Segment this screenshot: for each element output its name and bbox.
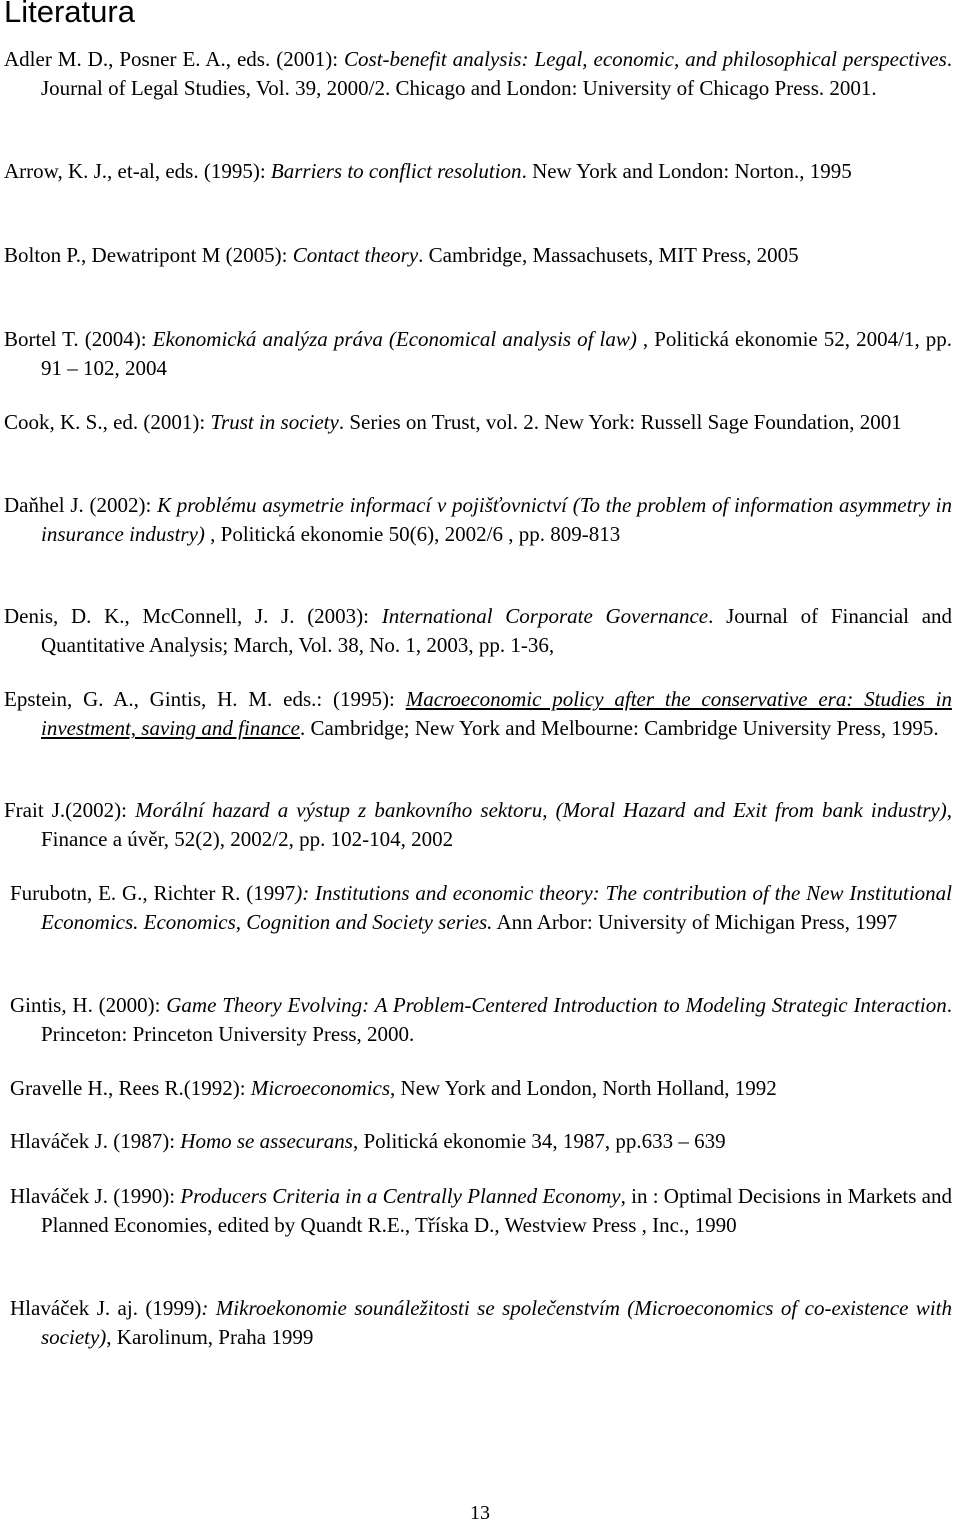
reference-details: . Cambridge; New York and Melbourne: Cambridge University Press, 1995.: [299, 716, 939, 740]
page-number: 13: [470, 1502, 490, 1524]
reference-details: , Politická ekonomie 52, 2004/1, pp. 91 – 102, 2004: [41, 327, 953, 380]
reference-details: Finance a úvěr, 52(2), 2002/2, pp. 102-104, 2002: [41, 827, 454, 851]
reference-entry: [4, 602, 952, 660]
reference-authors: Hlaváček J. aj. (1999): [10, 1296, 202, 1320]
reference-entry: [10, 1182, 952, 1240]
reference-title: Ekonomická analýza práva (Economical analysis of law): [152, 327, 637, 351]
reference-authors: Furubotn, E. G., Richter R. (1997: [10, 881, 296, 905]
reference-details: . Cambridge, Massachusets, MIT Press, 2005: [418, 243, 799, 267]
reference-entry: [10, 1074, 952, 1103]
reference-title: Cost-benefit analysis: Legal, economic, and philosophical perspectives: [344, 47, 947, 71]
reference-authors: Cook, K. S., ed. (2001):: [4, 410, 211, 434]
reference-authors: Adler M. D., Posner E. A., eds. (2001):: [4, 47, 345, 71]
reference-entry: [4, 796, 952, 854]
reference-details: , Politická ekonomie 34, 1987, pp.633 – 639: [352, 1129, 726, 1153]
reference-authors: Frait J.(2002):: [4, 798, 136, 822]
reference-entry: [4, 325, 952, 383]
reference-title: Homo se assecurans: [180, 1129, 353, 1153]
reference-title: Barriers to conflict resolution: [270, 159, 522, 183]
reference-details: , Politická ekonomie 50(6), 2002/6 , pp. 809-813: [204, 522, 621, 546]
reference-details: . New York and London: Norton., 1995: [521, 159, 852, 183]
reference-entry: [10, 991, 952, 1049]
reference-entry: [10, 1294, 952, 1352]
reference-title: K problému asymetrie informací v pojišťovnictví (To the problem of information asymmetry in insurance industry): [41, 493, 952, 546]
reference-details: , in : Optimal Decisions in Markets and Planned Economies, edited by Quandt R.E., Tříska D., Westview Press , Inc., 1990: [41, 1184, 952, 1237]
reference-title: Macroeconomic policy after the conservative era: Studies in investment, saving and finance: [41, 687, 952, 740]
reference-details: . Series on Trust, vol. 2. New York: Russell Sage Foundation, 2001: [338, 410, 902, 434]
reference-details: . Journal of Financial and Quantitative Analysis; March, Vol. 38, No. 1, 2003, pp. 1-36,: [41, 604, 953, 657]
reference-entry: [4, 408, 952, 437]
reference-details: . Journal of Legal Studies, Vol. 39, 2000/2. Chicago and London: University of Chicago Press. 2001.: [41, 47, 953, 100]
reference-entry: [4, 685, 952, 743]
reference-title: Contact theory: [292, 243, 419, 267]
reference-details: , Karolinum, Praha 1999: [106, 1325, 314, 1349]
reference-title: Trust in society: [210, 410, 339, 434]
reference-title: ): Institutions and economic theory: The contribution of the New Institutional Economics. Economics, Cognition and Society series.: [41, 881, 952, 934]
reference-details: , New York and London, North Holland, 1992: [390, 1076, 777, 1100]
reference-authors: Arrow, K. J., et-al, eds. (1995):: [4, 159, 271, 183]
reference-title: Game Theory Evolving: A Problem-Centered Introduction to Modeling Strategic Interaction: [166, 993, 947, 1017]
reference-authors: Gintis, H. (2000):: [10, 993, 167, 1017]
reference-authors: Hlaváček J. (1990):: [10, 1184, 181, 1208]
reference-authors: Bortel T. (2004):: [4, 327, 153, 351]
reference-title: Microeconomics: [250, 1076, 391, 1100]
reference-entry: [4, 45, 952, 103]
reference-title: : Mikroekonomie sounáležitosti se společenstvím (Microeconomics of co-existence with society): [41, 1296, 952, 1349]
reference-title: International Corporate Governance: [381, 604, 709, 628]
reference-title: Producers Criteria in a Centrally Planned Economy: [180, 1184, 621, 1208]
reference-entry: [4, 157, 952, 186]
reference-authors: Gravelle H., Rees R.(1992):: [10, 1076, 251, 1100]
reference-entry: [10, 879, 952, 937]
reference-authors: Denis, D. K., McConnell, J. J. (2003):: [4, 604, 382, 628]
reference-title: Morální hazard a výstup z bankovního sektoru, (Moral Hazard and Exit from bank industry),: [135, 798, 952, 822]
reference-authors: Hlaváček J. (1987):: [10, 1129, 181, 1153]
reference-details: . Princeton: Princeton University Press, 2000.: [41, 993, 952, 1046]
reference-details: Ann Arbor: University of Michigan Press, 1997: [492, 910, 898, 934]
reference-entry: [4, 491, 952, 549]
reference-authors: Epstein, G. A., Gintis, H. M. eds.: (1995):: [4, 687, 406, 711]
reference-entry: [10, 1127, 952, 1156]
page-heading: Literatura: [4, 0, 135, 29]
reference-authors: Daňhel J. (2002):: [4, 493, 158, 517]
reference-entry: [4, 241, 952, 270]
reference-authors: Bolton P., Dewatripont M (2005):: [4, 243, 293, 267]
